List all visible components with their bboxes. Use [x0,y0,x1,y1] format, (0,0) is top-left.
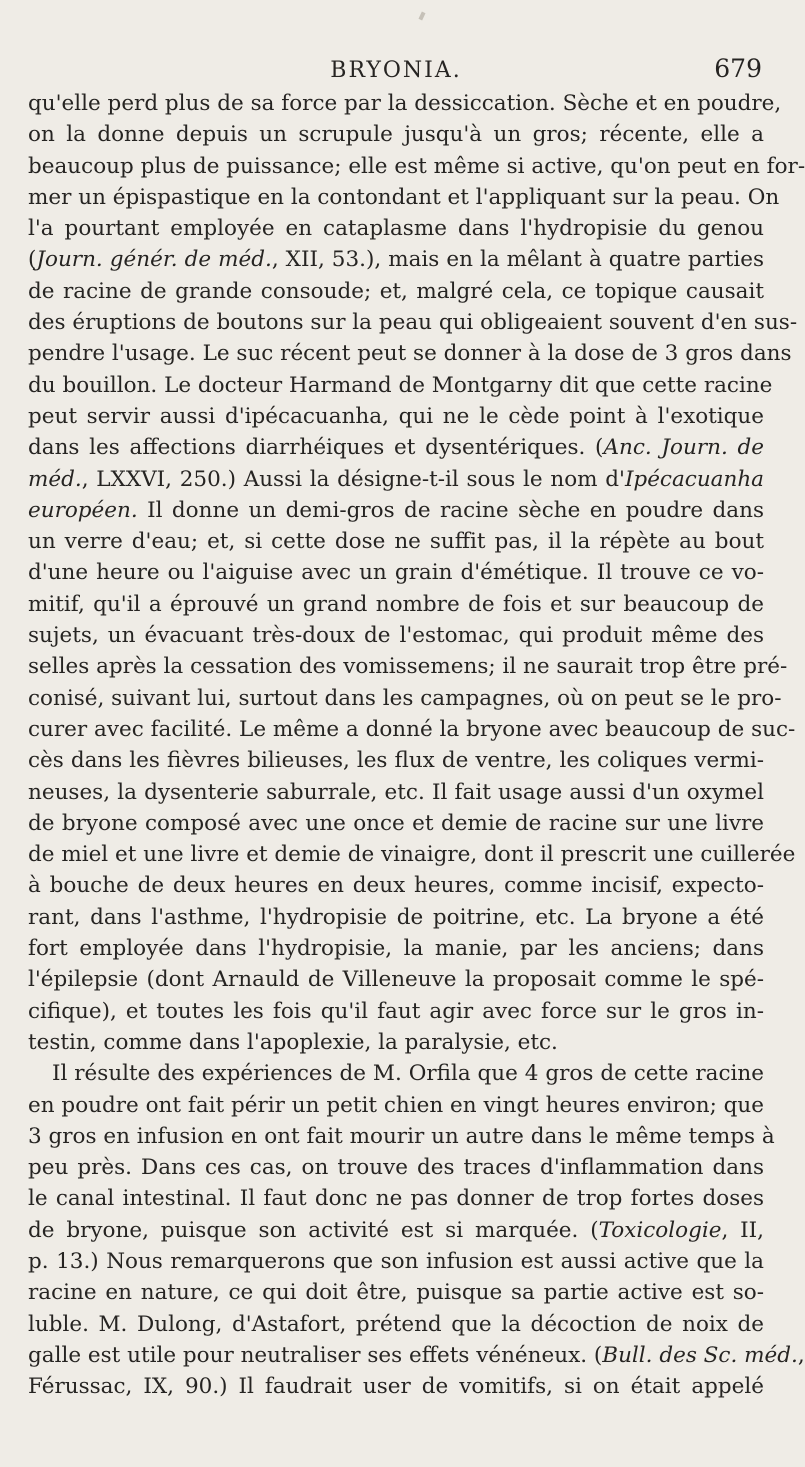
page-header [30,52,762,88]
page-number: 679 [714,54,762,83]
line-text: Il résulte des expériences de M. Orfila que 4 gros de cette racine [52,1061,764,1087]
line-text: on la donne depuis un scrupule jusqu'à un gros; récente, elle a [28,122,764,148]
text-line [28,777,764,808]
line-text: un verre d'eau; et, si cette dose ne suffit pas, il la répète au bout [28,529,764,555]
italic-citation: méd. [28,466,82,492]
line-text: , LXXVI, 250.) Aussi la désigne-t-il sous le nom d' [81,466,625,492]
line-text: rant, dans l'asthme, l'hydropisie de poitrine, etc. La bryone a été [28,904,764,930]
line-text: mitif, qu'il a éprouvé un grand nombre de fois et sur beaucoup de [28,591,764,617]
italic-citation: européen. [28,497,138,523]
italic-citation: Toxicologie [598,1217,722,1243]
text-line [28,620,764,651]
text-line [28,307,798,338]
text-line [28,964,764,995]
line-text: de bryone composé avec une once et demie de racine sur une livre [28,810,764,836]
ink-speck [418,12,425,21]
text-line [28,1371,764,1402]
line-text: sujets, un évacuant très-doux de l'estomac, qui produit même des [28,623,764,649]
text-line [28,839,796,870]
text-line [28,589,764,620]
line-text: pendre l'usage. Le suc récent peut se donner à la dose de 3 gros dans [28,341,792,367]
body-text [28,88,805,1402]
text-line [28,244,764,275]
text-line [28,1277,764,1308]
italic-citation: Anc. Journ. de [603,435,765,461]
text-line [28,714,796,745]
italic-citation: Journ. génér. de méd. [36,247,272,273]
text-line [28,151,805,182]
line-text: peu près. Dans ces cas, on trouve des traces d'inflammation dans [28,1155,764,1181]
italic-citation: Ipécacuanha [624,466,764,492]
text-line [28,1246,764,1277]
text-line [28,88,782,119]
text-line [28,119,764,150]
text-line [28,1152,764,1183]
line-text: l'épilepsie (dont Arnauld de Villeneuve la proposait comme le spé- [28,967,764,993]
line-text: des éruptions de boutons sur la peau qui obligeaient souvent d'en sus- [28,310,798,336]
text-line [28,933,764,964]
text-line [28,370,773,401]
line-text: cès dans les fièvres bilieuses, les flux de ventre, les coliques vermi- [28,748,764,774]
text-line [28,464,764,495]
line-text: de racine de grande consoude; et, malgré cela, ce topique causait [28,278,764,304]
line-text: le canal intestinal. Il faut donc ne pas donner de trop fortes doses [28,1186,764,1212]
line-text: cifique), et toutes les fois qu'il faut agir avec force sur le gros in- [28,998,764,1024]
line-text: neuses, la dysenterie saburrale, etc. Il fait usage aussi d'un oxymel [28,779,764,805]
line-text: selles après la cessation des vomissemens; il ne saurait trop être pré- [28,654,788,680]
text-line [28,996,764,1027]
line-text: , XII, 53.), mais en la mêlant à quatre parties [271,247,765,273]
line-text: du bouillon. Le docteur Harmand de Montgarny dit que cette racine [28,372,773,398]
line-text: beaucoup plus de puissance; elle est même si active, qu'on peut en for- [28,153,805,179]
line-text: de bryone, puisque son activité est si marquée. ( [28,1217,599,1243]
line-text: racine en nature, ce qui doit être, puisque sa partie active est so- [28,1280,764,1306]
running-head: BRYONIA. [330,58,462,83]
line-text: fort employée dans l'hydropisie, la manie, par les anciens; dans [28,936,764,962]
text-line [28,338,792,369]
text-line [28,276,764,307]
line-text: testin, comme dans l'apoplexie, la paralysie, etc. [28,1029,558,1055]
line-text: qu'elle perd plus de sa force par la dessiccation. Sèche et en poudre, [28,91,782,116]
line-text: galle est utile pour neutraliser ses effets vénéneux. ( [28,1342,603,1368]
line-text: luble. M. Dulong, d'Astafort, prétend que la décoction de noix de [28,1311,764,1337]
line-text: Férussac, IX, 90.) Il faudrait user de vomitifs, si on était appelé [28,1374,764,1400]
line-text: à bouche de deux heures en deux heures, comme incisif, expecto- [28,873,764,899]
line-text: conisé, suivant lui, surtout dans les campagnes, où on peut se le pro- [28,685,782,711]
text-line [28,1309,764,1340]
line-text: en poudre ont fait périr un petit chien en vingt heures environ; que [28,1092,764,1118]
text-line [28,213,764,244]
line-text: mer un épispastique en la contondant et l'appliquant sur la peau. On [28,184,780,210]
text-line [28,1183,764,1214]
text-line [28,1340,805,1371]
line-text: , [797,1342,805,1368]
text-line [28,1121,775,1152]
text-line [28,526,764,557]
text-line [28,683,782,714]
text-line [28,1027,764,1058]
line-text: d'une heure ou l'aiguise avec un grain d'émétique. Il trouve ce vo- [28,560,764,586]
text-line [28,401,764,432]
line-text: peut servir aussi d'ipécacuanha, qui ne le cède point à l'exotique [28,403,764,429]
text-line [28,1090,764,1121]
line-text: , II, [721,1217,764,1243]
line-text: 3 gros en infusion en ont fait mourir un autre dans le même temps à [28,1123,775,1149]
text-line [28,1058,764,1089]
italic-citation: Bull. des Sc. méd. [602,1342,798,1368]
text-line [28,902,764,933]
line-text: de miel et une livre et demie de vinaigre, dont il prescrit une cuillerée [28,842,796,868]
text-line [28,808,764,839]
line-text: ( [28,247,37,273]
line-text: p. 13.) Nous remarquerons que son infusion est aussi active que la [28,1248,764,1274]
text-line [28,182,780,213]
text-line [28,495,764,526]
text-line [28,651,788,682]
text-line [28,745,764,776]
line-text: curer avec facilité. Le même a donné la bryone avec beaucoup de suc- [28,716,796,742]
line-text: l'a pourtant employée en cataplasme dans l'hydropisie du genou [28,216,764,242]
line-text: dans les affections diarrhéiques et dysentériques. ( [28,435,604,461]
text-line [28,1215,764,1246]
text-line [28,432,764,463]
text-line [28,557,764,588]
line-text: Il donne un demi-gros de racine sèche en poudre dans [137,497,764,523]
text-line [28,870,764,901]
